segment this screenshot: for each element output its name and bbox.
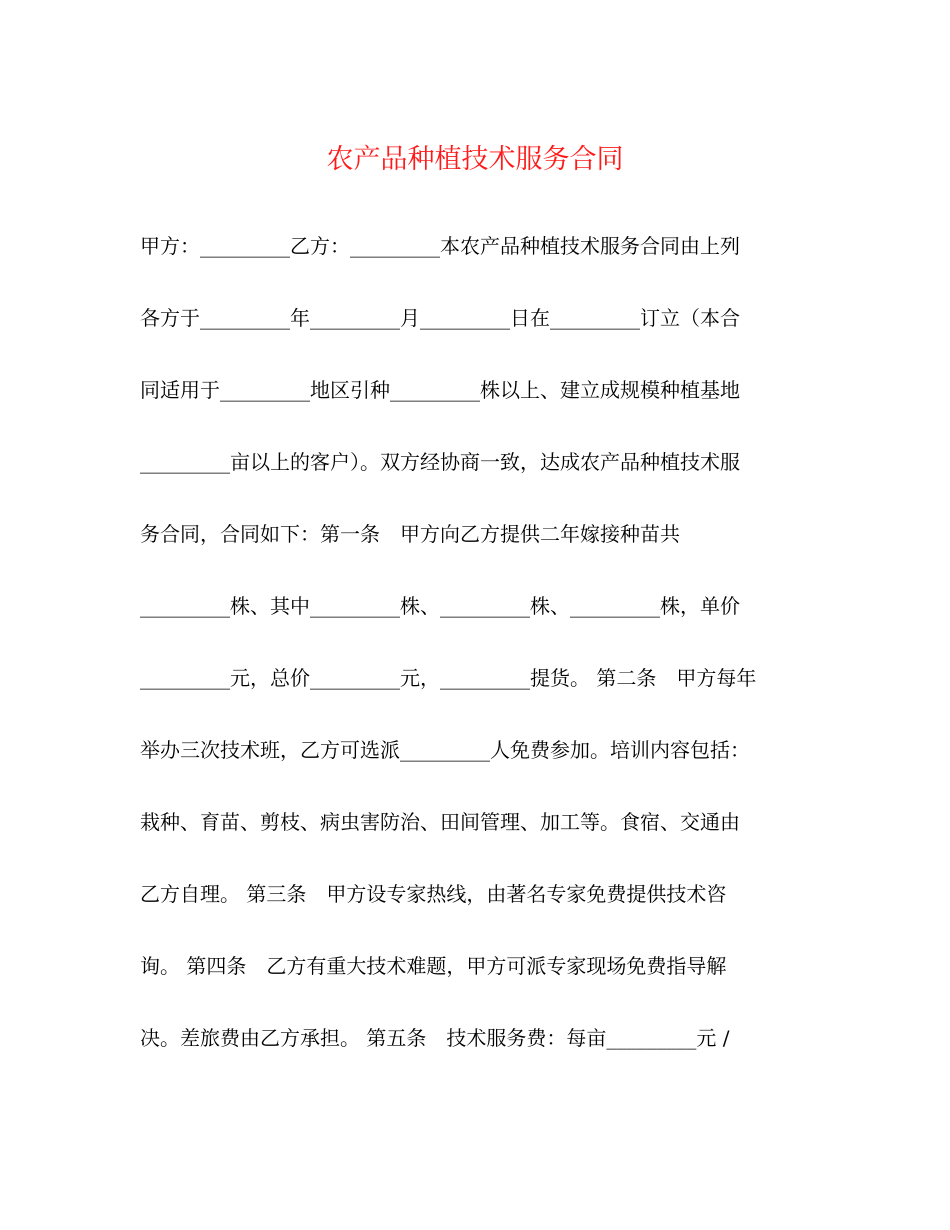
body-line-11: 询。 第四条 乙方有重大技术难题，甲方可派专家现场免费指导解 <box>140 954 727 978</box>
body-line-3: 同适用于_________地区引种_________株以上、建立成规模种植基地 <box>140 378 740 402</box>
body-line-6: _________株、其中_________株、_________株、_________株，单价 <box>140 594 740 618</box>
body-line-2: 各方于_________年_________月_________日在_________订立（本合 <box>140 306 740 330</box>
contract-body <box>140 228 820 1092</box>
document-title: 农产品种植技术服务合同 <box>326 144 624 175</box>
body-line-9: 栽种、育苗、剪枝、病虫害防治、田间管理、加工等。食宿、交通由 <box>140 810 740 834</box>
body-line-5: 务合同，合同如下：第一条 甲方向乙方提供二年嫁接种苗共 <box>140 522 680 546</box>
body-line-7: _________元，总价_________元，_________提货。 第二条 甲方每年 <box>140 666 757 690</box>
body-line-8: 举办三次技术班，乙方可选派_________人免费参加。培训内容包括： <box>140 738 750 762</box>
body-line-10: 乙方自理。 第三条 甲方设专家热线，由著名专家免费提供技术咨 <box>140 882 727 906</box>
body-line-4: _________亩以上的客户）。双方经协商一致，达成农产品种植技术服 <box>140 450 740 474</box>
body-line-1: 甲方：_________乙方：_________本农产品种植技术服务合同由上列 <box>140 234 740 258</box>
body-line-12: 决。差旅费由乙方承担。 第五条 技术服务费：每亩_________元 / <box>140 1026 730 1050</box>
